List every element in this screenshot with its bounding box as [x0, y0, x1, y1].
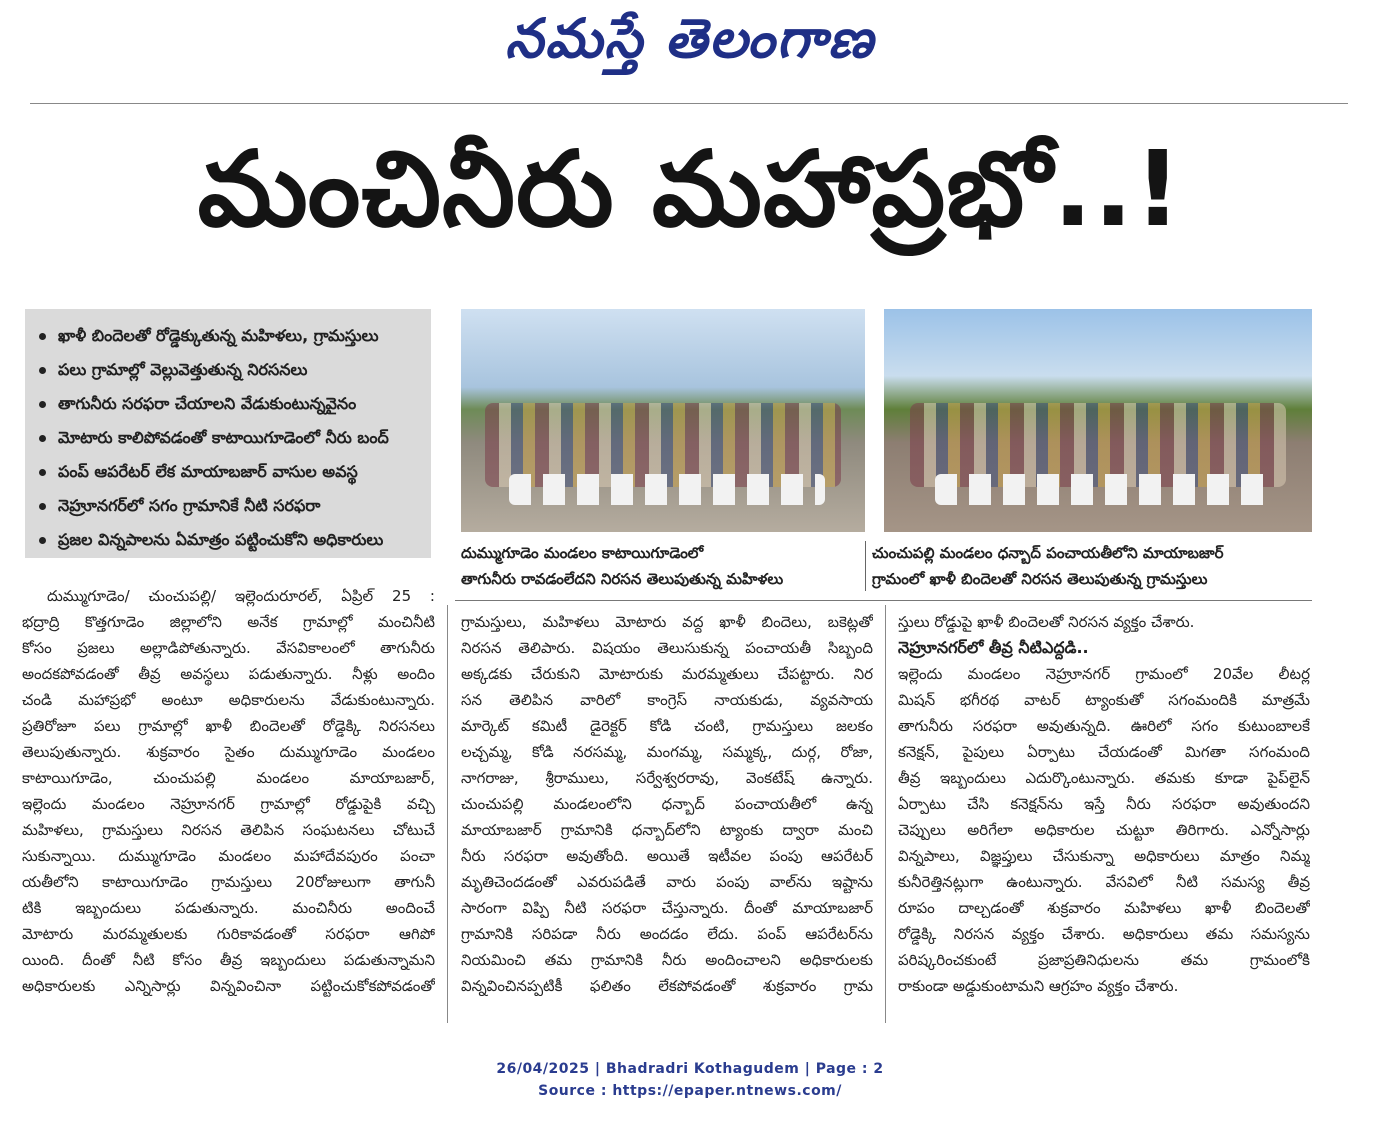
highlight-item — [39, 489, 425, 523]
highlight-text: నెహ్రూనగర్‌లో సగం గ్రామానికే నీటి సరఫరా — [58, 496, 321, 515]
caption-divider — [865, 541, 866, 591]
highlight-item — [39, 455, 425, 489]
text-line: కోసం ప్రజలు అల్లాడిపోతున్నారు. వేసవికాలంలో తాగునీరు — [22, 639, 435, 657]
highlight-text: పంప్ ఆపరేటర్ లేక మాయాబజార్ వాసుల అవస్థ — [58, 462, 358, 481]
text-line: యతీలోని కాటాయిగూడెం గ్రామస్తులు 20రోజులుగా తాగునీ — [22, 873, 435, 891]
newspaper-masthead: నమస్తే తెలంగాణ — [505, 6, 875, 70]
text-line: సన తెలిపిన వారిలో కాంగ్రెస్ నాయకుడు, వ్యవసాయ — [461, 691, 873, 709]
text-line: నీరు సరఫరా అవుతోంది. అయితే ఇటీవల పంపు ఆపరేటర్ — [461, 847, 873, 865]
text-line: తాగునీరు సరఫరా అవుతున్నది. ఊరిలో సగం కుటుంబాలకే — [898, 717, 1310, 735]
caption-line: దుమ్ముగూడెం మండలం కాటాయిగూడెంలో — [461, 544, 704, 562]
text-line: చుంచుపల్లి మండలంలోని ధన్బాద్ పంచాయతీలో ఉన్న — [461, 795, 873, 813]
protest-photo-mayabazar — [884, 309, 1312, 532]
text-line: టికి ఇబ్బందులు పడుతున్నారు. మంచినీరు అందించే — [22, 899, 435, 917]
footer-source-link[interactable]: Source : https://epaper.ntnews.com/ — [538, 1083, 842, 1099]
text-line: ఇల్లెందు మండలం నెహ్రూనగర్ గ్రామాల్లో రోడ్డుపైకి వచ్చి — [22, 795, 435, 813]
text-line: మాయాబజార్ గ్రామానికి ధన్బాద్‌లోని ట్యాంకు ద్వారా మంచి — [461, 821, 873, 839]
text-line: సుకున్నాయి. దుమ్ముగూడెం మండలం మహాదేవపురం పంచా — [22, 847, 435, 865]
text-line: కాటాయిగూడెం, చుంచుపల్లి మండలం మాయాబజార్, — [22, 769, 435, 787]
caption-line: గ్రామంలో ఖాళీ బిందెలతో నిరసన తెలుపుతున్న గ్రామస్తులు — [872, 570, 1208, 588]
text-line: స్తులు రోడ్డుపై ఖాళీ బిందెలతో నిరసన వ్యక్తం చేశారు. — [898, 613, 1195, 631]
column-divider — [885, 605, 886, 1023]
highlight-item — [39, 523, 425, 557]
text-line: మహిళలు, గ్రామస్తులు నిరసన తెలిపిన సంఘటనలు చోటుచే — [22, 821, 435, 839]
text-line: గ్రామానికి సరిపడా నీరు అందడం లేదు. పంప్ ఆపరేటర్‌ను — [461, 925, 873, 943]
photo-water-pots — [509, 474, 824, 505]
text-line: మార్కెట్ కమిటీ డైరెక్టర్ కోడి చంటి, గ్రామస్తులు జలకం — [461, 717, 873, 735]
text-line: లచ్చమ్మ, కోడి నరసమ్మ, మంగమ్మ, సమ్మక్క, దుర్గ, రోజా, — [461, 743, 873, 761]
bullet-icon — [39, 435, 46, 442]
highlight-text: ఖాళీ బిందెలతో రోడ్డెక్కుతున్న మహిళలు, గ్రామస్తులు — [58, 326, 379, 345]
text-line: ఏర్పాటు చేసి కనెక్షన్‌ను ఇస్తే నీరు సరఫరా అవుతుందని — [898, 795, 1310, 813]
text-line: గ్రామస్తులు, మహిళలు మోటారు వద్ద ఖాళీ బిందెలు, బకెట్లతో — [461, 613, 873, 631]
text-line: నియమించి తమ గ్రామానికి నీరు అందించాలని అధికారులకు — [461, 951, 873, 969]
text-line: అందకపోవడంతో తీవ్ర అవస్థలు పడుతున్నారు. నీళ్లు అందిం — [22, 665, 435, 683]
text-line: కనెక్షన్, పైపులు ఏర్పాటు చేయడంతో మిగతా సగంమంది — [898, 743, 1310, 761]
text-line: అధికారులకు ఎన్నిసార్లు విన్నవించినా పట్టించుకోకపోవడంతో — [22, 977, 435, 995]
text-line: మోటారు మరమ్మతులకు గురికావడంతో సరఫరా ఆగిపో — [22, 925, 435, 943]
caption-line: తాగునీరు రావడంలేదని నిరసన తెలుపుతున్న మహిళలు — [461, 570, 784, 588]
text-line: భద్రాద్రి కొత్తగూడెం జిల్లాలోని అనేక గ్రామాల్లో మంచినీటి — [22, 613, 435, 631]
column-divider — [447, 605, 448, 1023]
text-line: సారంగా విప్పి నీటి సరఫరా చేస్తున్నారు. దీంతో మాయాబజార్ — [461, 899, 873, 917]
article-column-3 — [898, 609, 1310, 999]
highlight-text: పలు గ్రామాల్లో వెల్లువెత్తుతున్న నిరసనలు — [58, 360, 308, 379]
text-line: నాగరాజు, శ్రీరాములు, సర్వేశ్వరరావు, వెంకటేష్ ఉన్నారు. — [461, 769, 873, 787]
text-line: అక్కడకు చేరుకుని మోటారుకు మరమ్మతులు చేపట్టారు. నిర — [461, 665, 873, 683]
text-line: ఇల్లెందు మండలం నెహ్రూనగర్ గ్రామంలో 20వేల లీటర్ల — [898, 665, 1310, 683]
highlight-text: ప్రజల విన్నపాలను ఏమాత్రం పట్టించుకోని అధికారులు — [58, 530, 384, 549]
bullet-icon — [39, 401, 46, 408]
highlights-box — [25, 309, 431, 558]
text-line: పరిష్కరించకుంటే ప్రజాప్రతినిధులను తమ గ్రామంలోకి — [898, 951, 1310, 969]
highlight-item — [39, 387, 425, 421]
text-line: విన్నవించినప్పటికీ ఫలితం లేకపోవడంతో శుక్రవారం గ్రామ — [461, 977, 873, 995]
text-line: చెప్పులు అరిగేలా అధికారుల చుట్టూ తిరిగారు. ఎన్నోసార్లు — [898, 821, 1310, 839]
text-line: రోడ్డెక్కి నిరసన వ్యక్తం చేశారు. అధికారులు తమ సమస్యను — [898, 925, 1310, 943]
caption-rule — [455, 600, 1312, 601]
article-column-2 — [461, 609, 873, 999]
text-line: యింది. దీంతో నీటి కోసం తీవ్ర ఇబ్బందులు పడుతున్నామని — [22, 951, 435, 969]
text-line: ప్రతిరోజూ పలు గ్రామాల్లో ఖాళీ బిందెలతో రోడ్డెక్కి నిరసనలు — [22, 717, 435, 735]
highlight-item — [39, 319, 425, 353]
footer-date-edition: 26/04/2025 | Bhadradri Kothagudem | Page : 2 — [496, 1061, 884, 1077]
highlight-text: తాగునీరు సరఫరా చేయాలని వేడుకుంటున్నవైనం — [58, 394, 357, 413]
text-line: మిషన్ భగీరథ వాటర్ ట్యాంకుతో సగంమందికి మాత్రమే — [898, 691, 1310, 709]
highlight-item — [39, 421, 425, 455]
bullet-icon — [39, 333, 46, 340]
text-line: నిరసన తెలిపారు. విషయం తెలుసుకున్న పంచాయతీ సిబ్బంది — [461, 639, 873, 657]
text-line: తెలుపుతున్నారు. శుక్రవారం సైతం దుమ్ముగూడెం మండలం — [22, 743, 435, 761]
masthead-divider — [30, 103, 1348, 104]
text-line: రూపం దాల్చడంతో శుక్రవారం మహిళలు ఖాళీ బిందెలతో — [898, 899, 1310, 917]
highlight-item — [39, 353, 425, 387]
bullet-icon — [39, 537, 46, 544]
text-line: తీవ్ర ఇబ్బందులు ఎదుర్కొంటున్నారు. తమకు కూడా పైప్‌లైన్ — [898, 769, 1310, 787]
photo-water-pots — [935, 474, 1269, 505]
caption-line: చుంచుపల్లి మండలం ధన్బాద్ పంచాయతీలోని మాయాబజార్ — [872, 544, 1224, 562]
text-line: దుమ్ముగూడెం/ చుంచుపల్లి/ ఇల్లెందురూరల్, ఏప్రిల్ 25 : — [47, 587, 435, 605]
text-line: కునీరెత్తినట్లుగా ఉంటున్నారు. వేసవిలో నీటి సమస్య తీవ్ర — [898, 873, 1310, 891]
text-line: విన్నపాలు, విజ్ఞప్తులు చేసుకున్నా అధికారులు మాత్రం నిమ్మ — [898, 847, 1310, 865]
article-headline: మంచినీరు మహాప్రభో..! — [197, 128, 1183, 250]
highlight-text: మోటారు కాలిపోవడంతో కాటాయిగూడెంలో నీరు బంద్ — [58, 428, 389, 447]
text-line: మృతిచెందడంతో ఎవరుపడితే వారు పంపు వాల్‌ను ఇష్టాను — [461, 873, 873, 891]
photo-caption-1 — [461, 540, 783, 592]
photo-caption-2 — [872, 540, 1224, 592]
bullet-icon — [39, 469, 46, 476]
section-subheading: నెహ్రూనగర్‌లో తీవ్ర నీటిఎద్దడి.. — [898, 638, 1089, 657]
bullet-icon — [39, 367, 46, 374]
protest-photo-katayigudem — [461, 309, 865, 532]
bullet-icon — [39, 503, 46, 510]
article-column-1 — [22, 583, 435, 999]
text-line: చండి మహాప్రభో అంటూ అధికారులను వేడుకుంటున్నారు. — [22, 691, 435, 709]
text-line: రాకుండా అడ్డుకుంటామని ఆగ్రహం వ్యక్తం చేశారు. — [898, 977, 1179, 995]
